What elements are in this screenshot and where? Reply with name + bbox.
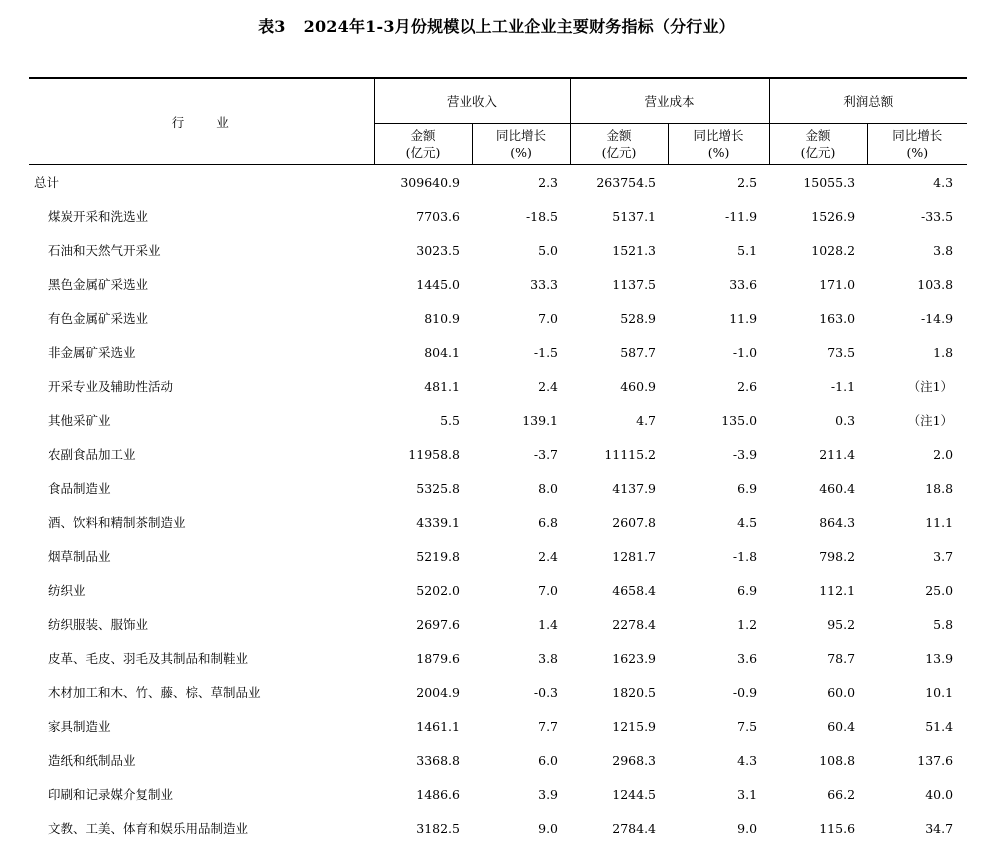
cost-growth-cell: 7.5 <box>668 709 769 743</box>
profit-growth-cell: -14.9 <box>867 301 967 335</box>
cost-growth-cell: 6.9 <box>668 573 769 607</box>
revenue-amount-cell: 810.9 <box>374 301 472 335</box>
profit-amount-cell: 60.4 <box>769 709 867 743</box>
profit-growth-header: 同比增长 (%) <box>867 124 967 165</box>
revenue-growth-cell: 5.0 <box>472 233 570 267</box>
profit-growth-cell: （注1） <box>867 369 967 403</box>
cost-amount-cell: 587.7 <box>570 335 668 369</box>
revenue-amount-cell: 5202.0 <box>374 573 472 607</box>
industry-name-cell: 食品制造业 <box>29 471 374 505</box>
table-row <box>29 335 967 369</box>
revenue-amount-cell: 1879.6 <box>374 641 472 675</box>
revenue-amount-cell: 804.1 <box>374 335 472 369</box>
industry-name-cell: 农副食品加工业 <box>29 437 374 471</box>
revenue-growth-cell: 6.0 <box>472 743 570 777</box>
profit-amount-cell: 108.8 <box>769 743 867 777</box>
cost-amount-cell: 4.7 <box>570 403 668 437</box>
revenue-amount-cell: 5219.8 <box>374 539 472 573</box>
revenue-amount-cell: 5325.8 <box>374 471 472 505</box>
profit-growth-cell: 34.7 <box>867 811 967 845</box>
profit-growth-cell: 103.8 <box>867 267 967 301</box>
revenue-growth-cell: 33.3 <box>472 267 570 301</box>
revenue-growth-cell: 7.0 <box>472 573 570 607</box>
cost-growth-cell: 6.9 <box>668 471 769 505</box>
cost-amount-cell: 263754.5 <box>570 165 668 200</box>
profit-growth-cell: 5.8 <box>867 607 967 641</box>
profit-growth-cell: 10.1 <box>867 675 967 709</box>
table-row <box>29 233 967 267</box>
industry-name-cell: 石油和天然气开采业 <box>29 233 374 267</box>
table-title-text: 2024年1-3月份规模以上工业企业主要财务指标（分行业） <box>304 17 735 36</box>
profit-amount-cell: 66.2 <box>769 777 867 811</box>
cost-growth-cell: 33.6 <box>668 267 769 301</box>
revenue-growth-cell: -18.5 <box>472 199 570 233</box>
profit-amount-cell: 211.4 <box>769 437 867 471</box>
profit-amount-cell: 460.4 <box>769 471 867 505</box>
table-row <box>29 641 967 675</box>
industry-name-cell: 有色金属矿采选业 <box>29 301 374 335</box>
profit-growth-cell: 18.8 <box>867 471 967 505</box>
industry-name-cell: 其他采矿业 <box>29 403 374 437</box>
profit-growth-cell: （注1） <box>867 403 967 437</box>
cost-growth-cell: -1.0 <box>668 335 769 369</box>
revenue-growth-cell: 3.8 <box>472 641 570 675</box>
revenue-amount-cell: 1486.6 <box>374 777 472 811</box>
profit-growth-cell: 3.8 <box>867 233 967 267</box>
cost-growth-cell: 2.5 <box>668 165 769 200</box>
revenue-amount-cell: 4339.1 <box>374 505 472 539</box>
table-number: 表3 <box>258 17 286 36</box>
industry-name-cell: 造纸和纸制品业 <box>29 743 374 777</box>
profit-growth-cell: 3.7 <box>867 539 967 573</box>
cost-amount-header: 金额 (亿元) <box>570 124 668 165</box>
cost-growth-cell: 1.2 <box>668 607 769 641</box>
cost-amount-cell: 11115.2 <box>570 437 668 471</box>
cost-growth-cell: 4.5 <box>668 505 769 539</box>
revenue-amount-cell: 481.1 <box>374 369 472 403</box>
revenue-growth-header: 同比增长 (%) <box>472 124 570 165</box>
cost-amount-cell: 528.9 <box>570 301 668 335</box>
cost-growth-cell: -3.9 <box>668 437 769 471</box>
industry-name-cell: 文教、工美、体育和娱乐用品制造业 <box>29 811 374 845</box>
industry-name-cell: 烟草制品业 <box>29 539 374 573</box>
profit-amount-cell: 0.3 <box>769 403 867 437</box>
cost-growth-cell: -1.8 <box>668 539 769 573</box>
cost-growth-cell: 5.1 <box>668 233 769 267</box>
table-row <box>29 675 967 709</box>
profit-amount-cell: 798.2 <box>769 539 867 573</box>
industry-name-cell: 纺织服装、服饰业 <box>29 607 374 641</box>
cost-growth-cell: -11.9 <box>668 199 769 233</box>
revenue-amount-cell: 2697.6 <box>374 607 472 641</box>
cost-amount-cell: 2607.8 <box>570 505 668 539</box>
revenue-growth-cell: 7.0 <box>472 301 570 335</box>
revenue-growth-cell: -1.5 <box>472 335 570 369</box>
total-row <box>29 165 967 200</box>
profit-growth-cell: 11.1 <box>867 505 967 539</box>
profit-group-header: 利润总额 <box>769 78 967 124</box>
industry-name-cell: 纺织业 <box>29 573 374 607</box>
revenue-amount-cell: 11958.8 <box>374 437 472 471</box>
cost-growth-cell: 3.1 <box>668 777 769 811</box>
revenue-growth-cell: 139.1 <box>472 403 570 437</box>
table-row <box>29 607 967 641</box>
cost-amount-cell: 2968.3 <box>570 743 668 777</box>
profit-amount-cell: 60.0 <box>769 675 867 709</box>
industry-column-header: 行 业 <box>29 78 374 165</box>
revenue-amount-cell: 1461.1 <box>374 709 472 743</box>
revenue-amount-cell: 7703.6 <box>374 199 472 233</box>
financial-indicators-table <box>29 77 967 845</box>
industry-name-cell: 煤炭开采和洗选业 <box>29 199 374 233</box>
cost-amount-cell: 2278.4 <box>570 607 668 641</box>
cost-amount-cell: 4658.4 <box>570 573 668 607</box>
revenue-growth-cell: 7.7 <box>472 709 570 743</box>
revenue-amount-cell: 2004.9 <box>374 675 472 709</box>
industry-name-cell: 总计 <box>29 165 374 200</box>
table-row <box>29 743 967 777</box>
cost-growth-cell: 3.6 <box>668 641 769 675</box>
profit-amount-cell: 15055.3 <box>769 165 867 200</box>
table-row <box>29 199 967 233</box>
table-row <box>29 369 967 403</box>
revenue-amount-cell: 309640.9 <box>374 165 472 200</box>
revenue-amount-cell: 3182.5 <box>374 811 472 845</box>
cost-amount-cell: 1820.5 <box>570 675 668 709</box>
revenue-growth-cell: 9.0 <box>472 811 570 845</box>
profit-growth-cell: 13.9 <box>867 641 967 675</box>
table-row <box>29 505 967 539</box>
cost-growth-cell: 9.0 <box>668 811 769 845</box>
profit-amount-cell: 163.0 <box>769 301 867 335</box>
revenue-amount-cell: 3023.5 <box>374 233 472 267</box>
profit-growth-cell: 4.3 <box>867 165 967 200</box>
profit-growth-cell: 51.4 <box>867 709 967 743</box>
industry-name-cell: 家具制造业 <box>29 709 374 743</box>
revenue-growth-cell: 2.4 <box>472 369 570 403</box>
table-row <box>29 539 967 573</box>
revenue-growth-cell: 2.4 <box>472 539 570 573</box>
table-row <box>29 777 967 811</box>
revenue-amount-cell: 3368.8 <box>374 743 472 777</box>
cost-growth-header: 同比增长 (%) <box>668 124 769 165</box>
profit-amount-cell: 112.1 <box>769 573 867 607</box>
cost-amount-cell: 1137.5 <box>570 267 668 301</box>
table-body <box>29 165 967 845</box>
cost-group-header: 营业成本 <box>570 78 769 124</box>
table-row <box>29 709 967 743</box>
cost-amount-cell: 1215.9 <box>570 709 668 743</box>
revenue-growth-cell: -0.3 <box>472 675 570 709</box>
cost-amount-cell: 1521.3 <box>570 233 668 267</box>
profit-amount-cell: 78.7 <box>769 641 867 675</box>
cost-growth-cell: 2.6 <box>668 369 769 403</box>
table-row <box>29 403 967 437</box>
table-row <box>29 573 967 607</box>
cost-amount-cell: 460.9 <box>570 369 668 403</box>
industry-name-cell: 木材加工和木、竹、藤、棕、草制品业 <box>29 675 374 709</box>
industry-name-cell: 开采专业及辅助性活动 <box>29 369 374 403</box>
profit-amount-cell: 1028.2 <box>769 233 867 267</box>
cost-amount-cell: 5137.1 <box>570 199 668 233</box>
profit-amount-cell: 115.6 <box>769 811 867 845</box>
cost-amount-cell: 1281.7 <box>570 539 668 573</box>
revenue-growth-cell: -3.7 <box>472 437 570 471</box>
revenue-growth-cell: 1.4 <box>472 607 570 641</box>
cost-growth-cell: 11.9 <box>668 301 769 335</box>
revenue-growth-cell: 8.0 <box>472 471 570 505</box>
industry-name-cell: 非金属矿采选业 <box>29 335 374 369</box>
profit-amount-cell: 1526.9 <box>769 199 867 233</box>
table-row <box>29 301 967 335</box>
cost-amount-cell: 1244.5 <box>570 777 668 811</box>
industry-name-cell: 酒、饮料和精制茶制造业 <box>29 505 374 539</box>
profit-growth-cell: 2.0 <box>867 437 967 471</box>
revenue-amount-cell: 5.5 <box>374 403 472 437</box>
table-row <box>29 267 967 301</box>
profit-growth-cell: -33.5 <box>867 199 967 233</box>
industry-name-cell: 黑色金属矿采选业 <box>29 267 374 301</box>
profit-amount-cell: -1.1 <box>769 369 867 403</box>
revenue-growth-cell: 2.3 <box>472 165 570 200</box>
profit-amount-cell: 73.5 <box>769 335 867 369</box>
industry-name-cell: 印刷和记录媒介复制业 <box>29 777 374 811</box>
cost-growth-cell: 4.3 <box>668 743 769 777</box>
profit-amount-cell: 864.3 <box>769 505 867 539</box>
revenue-growth-cell: 6.8 <box>472 505 570 539</box>
cost-amount-cell: 1623.9 <box>570 641 668 675</box>
profit-growth-cell: 1.8 <box>867 335 967 369</box>
revenue-amount-header: 金额 (亿元) <box>374 124 472 165</box>
cost-growth-cell: -0.9 <box>668 675 769 709</box>
profit-growth-cell: 40.0 <box>867 777 967 811</box>
revenue-growth-cell: 3.9 <box>472 777 570 811</box>
cost-amount-cell: 2784.4 <box>570 811 668 845</box>
industry-name-cell: 皮革、毛皮、羽毛及其制品和制鞋业 <box>29 641 374 675</box>
profit-amount-cell: 95.2 <box>769 607 867 641</box>
table-row <box>29 811 967 845</box>
table-header <box>29 78 967 165</box>
cost-amount-cell: 4137.9 <box>570 471 668 505</box>
table-row <box>29 471 967 505</box>
revenue-amount-cell: 1445.0 <box>374 267 472 301</box>
revenue-group-header: 营业收入 <box>374 78 570 124</box>
profit-amount-header: 金额 (亿元) <box>769 124 867 165</box>
profit-growth-cell: 25.0 <box>867 573 967 607</box>
cost-growth-cell: 135.0 <box>668 403 769 437</box>
table-title <box>0 14 993 37</box>
profit-growth-cell: 137.6 <box>867 743 967 777</box>
table-row <box>29 437 967 471</box>
profit-amount-cell: 171.0 <box>769 267 867 301</box>
